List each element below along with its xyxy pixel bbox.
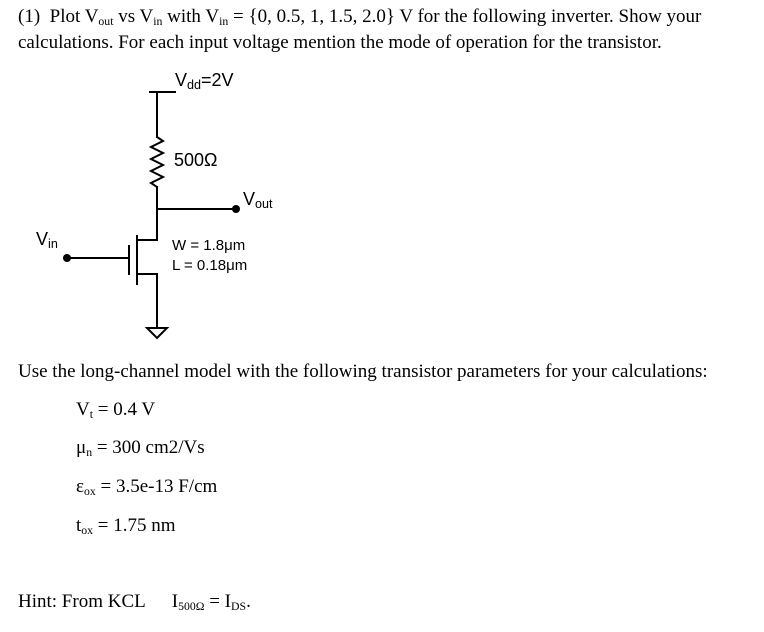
param-eps-ox: $\varepsilon_{ox} = 3.5e-13$ F/cm [76, 476, 218, 498]
vout-label: $V_{out}$ [243, 189, 273, 212]
problem-number: (1) [18, 6, 41, 27]
ground-symbol [147, 328, 167, 338]
param-tox: $t_{ox} = 1.75$ nm [76, 515, 176, 537]
problem-line-1: (1) Plot $V_{out}$ vs $V_{in}$ with $V_{in} = \{0$, 0.5, 1, 1.5, 2.0} V for the following inverter. Show your [18, 6, 702, 28]
width-label: W = 1.8μm [172, 237, 246, 254]
vin-node [63, 254, 71, 262]
hint: Hint: From KCL $I_{500\Omega} = I_{DS}$. [18, 591, 251, 613]
length-label: L = 0.18μm [172, 257, 248, 274]
vin-label: $V_{in}$ [36, 229, 58, 252]
parameters-intro: Use the long-channel model with the following transistor parameters for your calculations: [18, 361, 708, 382]
param-mobility: $\mu_n = 300$ cm2/Vs [76, 437, 205, 459]
vout-node [232, 205, 240, 213]
resistor-label: 500Ω [174, 150, 218, 170]
resistor-500-ohm [151, 137, 163, 187]
problem-line-2: calculations. For each input voltage mention the mode of operation for the transistor. [18, 32, 662, 53]
vdd-label: $V_{dd}=2V$ [175, 70, 234, 93]
param-vt: $V_t = 0.4$ V [76, 399, 156, 421]
